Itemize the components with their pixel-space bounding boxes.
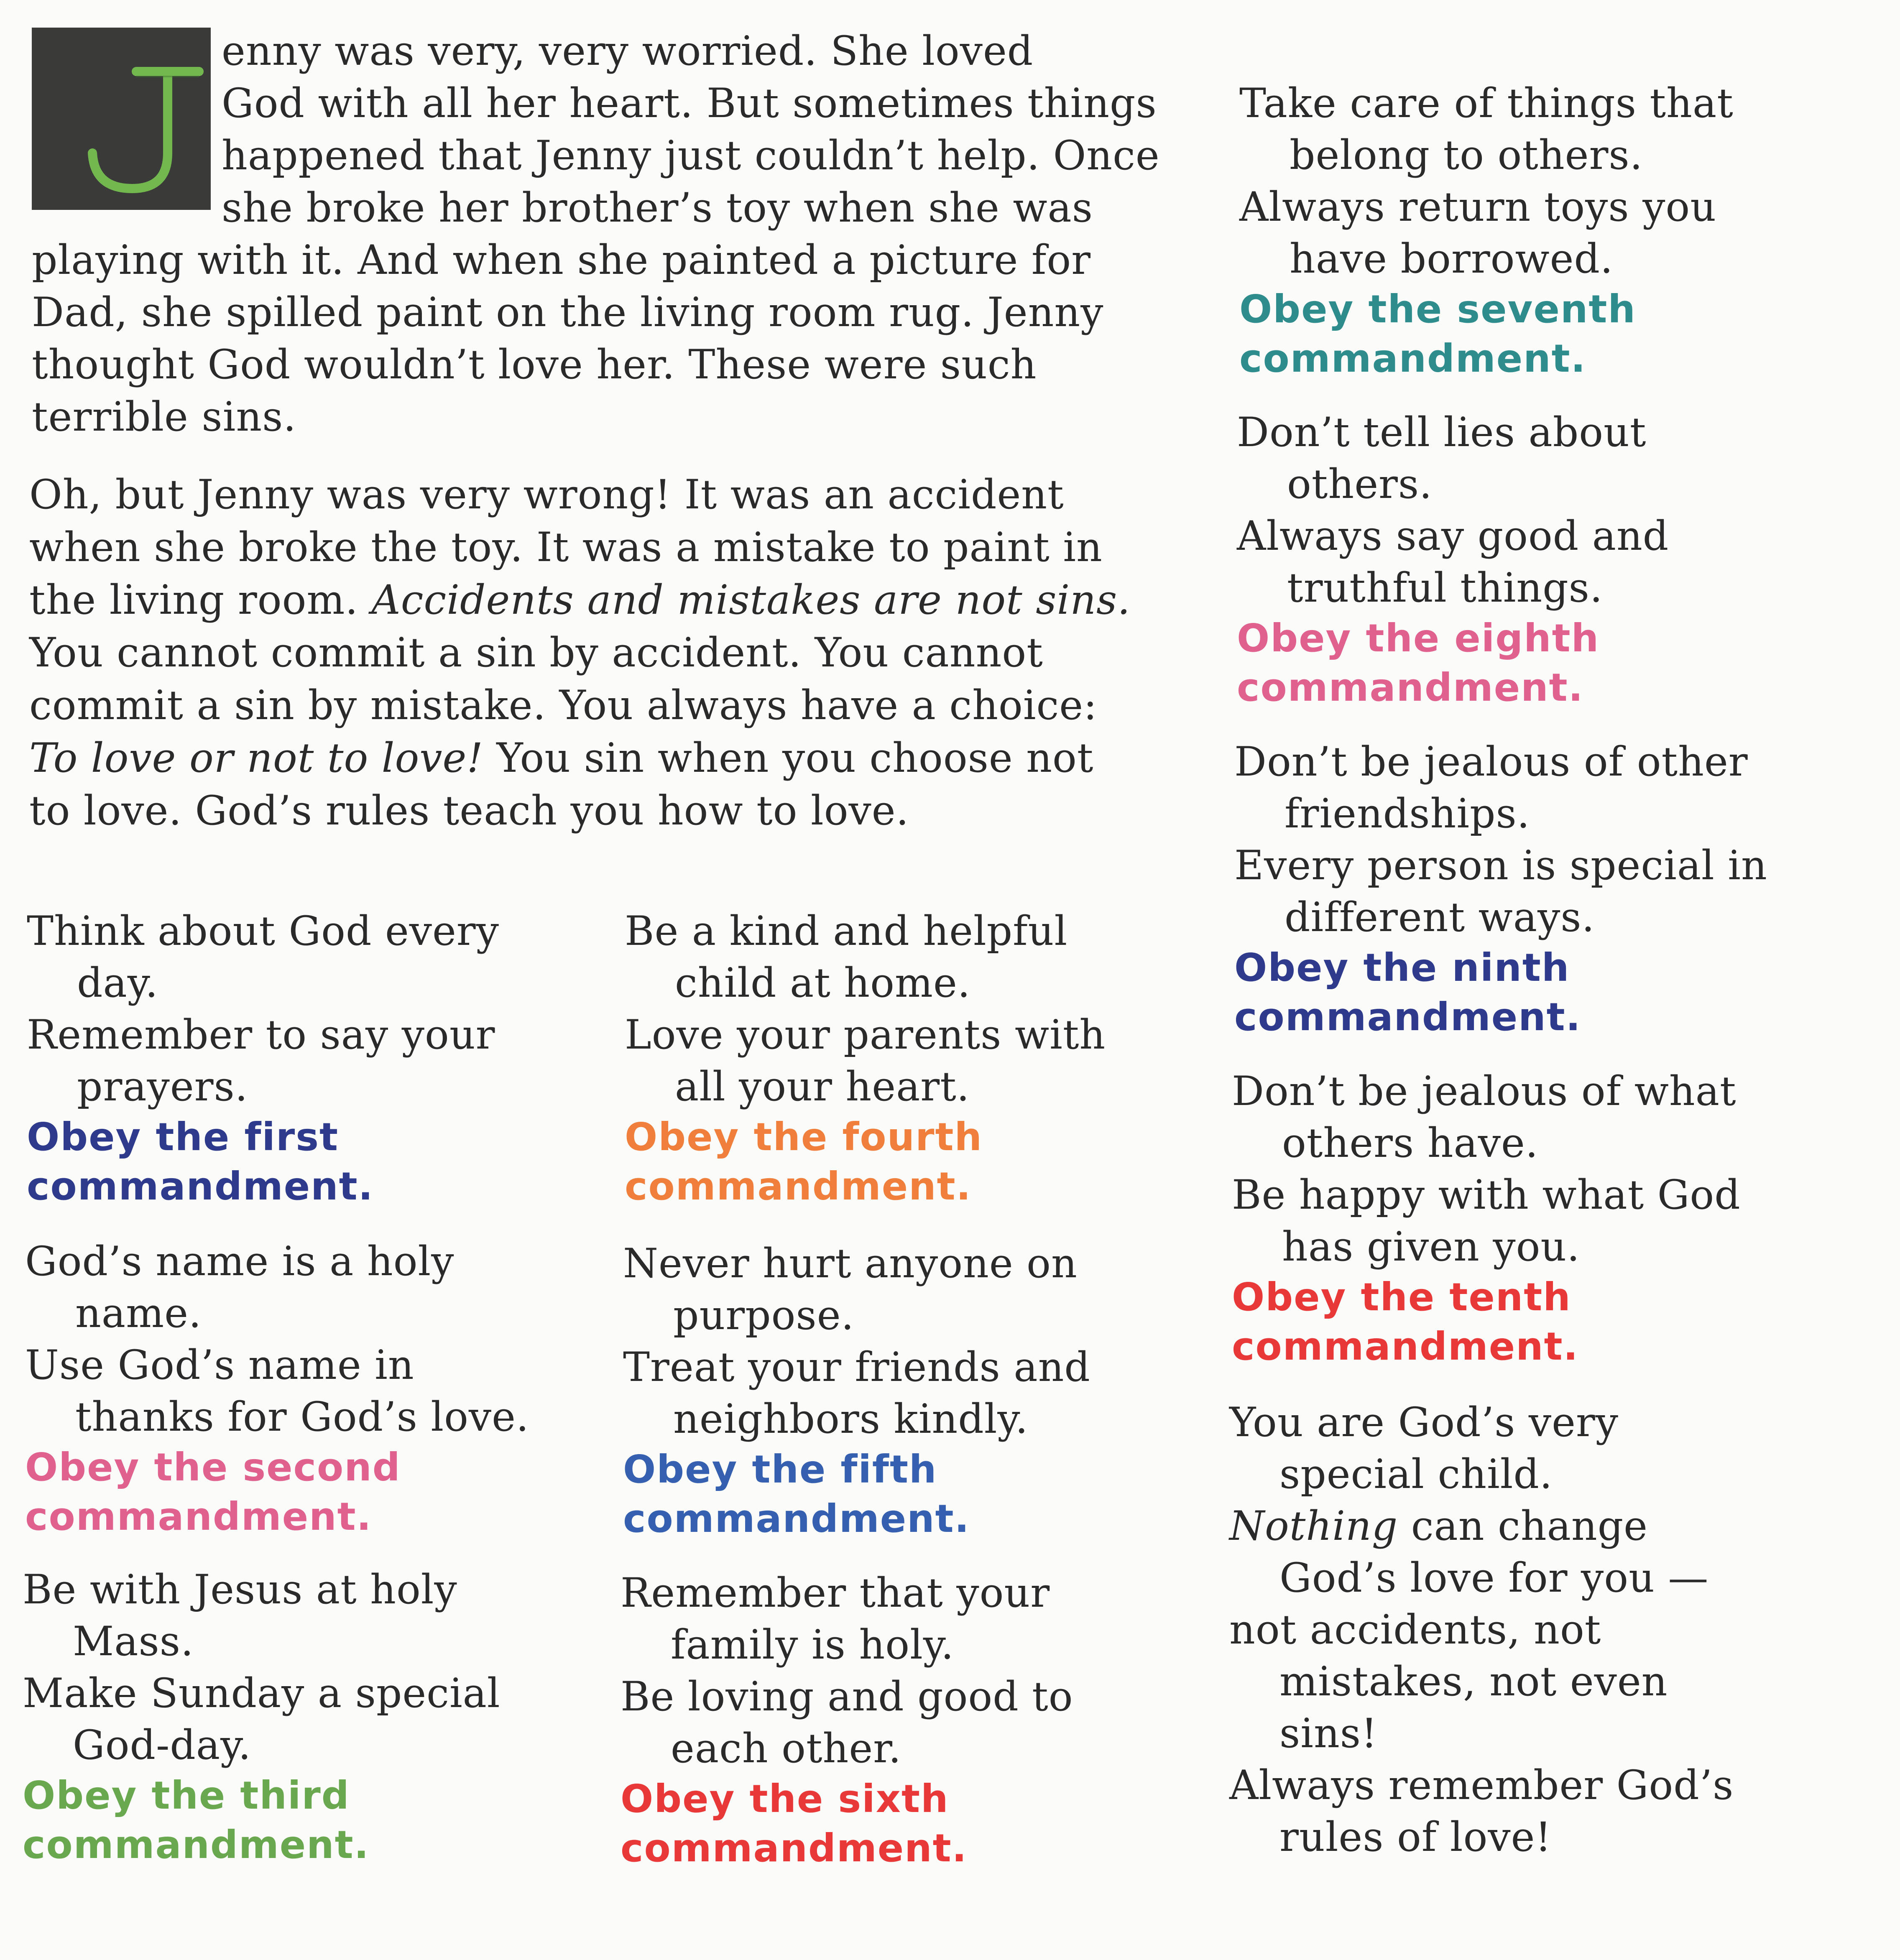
rule-text: Don’t be jealous of other friendships. (1234, 738, 1748, 837)
commandment-fifth (623, 1238, 1090, 1544)
obey-commandment-label: commandment. (27, 1164, 374, 1209)
story-line (29, 574, 1200, 626)
story-intro-continued (32, 234, 1194, 443)
commandment-second (25, 1235, 529, 1541)
commandment-eighth (1237, 406, 1669, 712)
story-line (29, 732, 1200, 784)
obey-fourth-heading: Obey the fourth (625, 1115, 983, 1159)
obey-fifth-heading: Obey the fifth (623, 1447, 937, 1492)
obey-commandment-label: commandment. (1237, 665, 1584, 710)
story-line: commit a sin by mistake. You always have a choice: (29, 682, 1098, 729)
commandment-third (23, 1564, 501, 1870)
drop-cap-letter-j (32, 28, 211, 210)
commandment-ninth (1234, 736, 1767, 1042)
story-line: Dad, she spilled paint on the living room rug. Jenny (32, 289, 1104, 336)
obey-tenth-heading: Obey the tenth (1232, 1275, 1571, 1319)
commandment-sixth (621, 1567, 1073, 1873)
obey-commandment-label: commandment. (621, 1826, 968, 1871)
story-line: she broke her brother’s toy when she was (222, 184, 1093, 231)
rule-text: Never hurt anyone on purpose. (623, 1240, 1078, 1339)
story-emphasis: Accidents and mistakes are not sins. (371, 577, 1131, 623)
obey-ninth-heading: Obey the ninth (1234, 945, 1570, 990)
obey-seventh-heading: Obey the seventh (1239, 287, 1636, 332)
rule-text: Every person is special in different ways. (1234, 842, 1767, 941)
rule-text: Remember to say your prayers. (27, 1011, 495, 1110)
obey-third-heading: Obey the third (23, 1773, 350, 1818)
obey-commandment-label: commandment. (1232, 1324, 1579, 1369)
story-line: Oh, but Jenny was very wrong! It was an accident (29, 471, 1064, 518)
rule-text: Remember that your family is holy. (621, 1570, 1050, 1668)
rule-text: Always say good and truthful things. (1237, 513, 1669, 611)
rule-text: Be a kind and helpful child at home. (625, 908, 1068, 1006)
rule-text: Always return toys you have borrowed. (1239, 184, 1717, 282)
rule-text: Treat your friends and neighbors kindly. (623, 1344, 1090, 1442)
story-line: thought God wouldn’t love her. These were such (32, 341, 1037, 388)
obey-commandment-label: commandment. (25, 1494, 372, 1539)
rule-text: Don’t be jealous of what others have. (1232, 1068, 1737, 1166)
rule-text: Take care of things that belong to others. (1239, 80, 1734, 179)
commandment-first (27, 905, 499, 1211)
obey-commandment-label: commandment. (623, 1496, 970, 1541)
closing-text: You are God’s very special child. (1229, 1399, 1619, 1498)
obey-sixth-heading: Obey the sixth (621, 1776, 949, 1821)
rule-text: Don’t tell lies about others. (1237, 409, 1647, 508)
obey-commandment-label: commandment. (1239, 336, 1586, 381)
obey-first-heading: Obey the first (27, 1115, 339, 1159)
story-emphasis: To love or not to love! (29, 735, 483, 781)
closing-text: Nothing can change God’s love for you — (1229, 1503, 1709, 1601)
commandment-tenth (1232, 1065, 1741, 1371)
story-text: the living room. (29, 577, 372, 623)
story-intro-wrapped (222, 25, 1196, 234)
story-line: enny was very, very worried. She loved (222, 28, 1034, 74)
obey-eighth-heading: Obey the eighth (1237, 616, 1600, 661)
obey-second-heading: Obey the second (25, 1445, 401, 1490)
rule-text: Love your parents with all your heart. (625, 1011, 1106, 1110)
story-paragraph-2 (29, 468, 1200, 837)
closing-text: not accidents, not mistakes, not even sins! (1229, 1606, 1668, 1757)
story-text: You sin when you choose not (483, 735, 1094, 781)
story-line: terrible sins. (32, 393, 296, 440)
drop-cap (32, 28, 211, 210)
obey-commandment-label: commandment. (1234, 995, 1581, 1039)
rule-text: Use God’s name in thanks for God’s love. (25, 1342, 529, 1440)
rule-text: Think about God every day. (27, 908, 499, 1006)
story-line: to love. God’s rules teach you how to love. (29, 787, 909, 834)
commandment-fourth (625, 905, 1106, 1211)
rule-text: God’s name is a holy name. (25, 1238, 455, 1337)
story-line: playing with it. And when she painted a picture for (32, 237, 1091, 283)
closing-message (1229, 1396, 1734, 1863)
story-line: when she broke the toy. It was a mistake to paint in (29, 524, 1103, 571)
commandment-seventh (1239, 77, 1734, 383)
closing-text: Always remember God’s rules of love! (1229, 1762, 1734, 1860)
story-line: You cannot commit a sin by accident. You cannot (29, 629, 1043, 676)
story-line: God with all her heart. But sometimes things (222, 80, 1157, 127)
obey-commandment-label: commandment. (23, 1822, 370, 1867)
rule-text: Make Sunday a special God-day. (23, 1670, 501, 1769)
rule-text: Be with Jesus at holy Mass. (23, 1566, 457, 1665)
rule-text: Be happy with what God has given you. (1232, 1171, 1741, 1270)
story-line: happened that Jenny just couldn’t help. Once (222, 132, 1160, 179)
obey-commandment-label: commandment. (625, 1164, 972, 1209)
rule-text: Be loving and good to each other. (621, 1673, 1073, 1772)
